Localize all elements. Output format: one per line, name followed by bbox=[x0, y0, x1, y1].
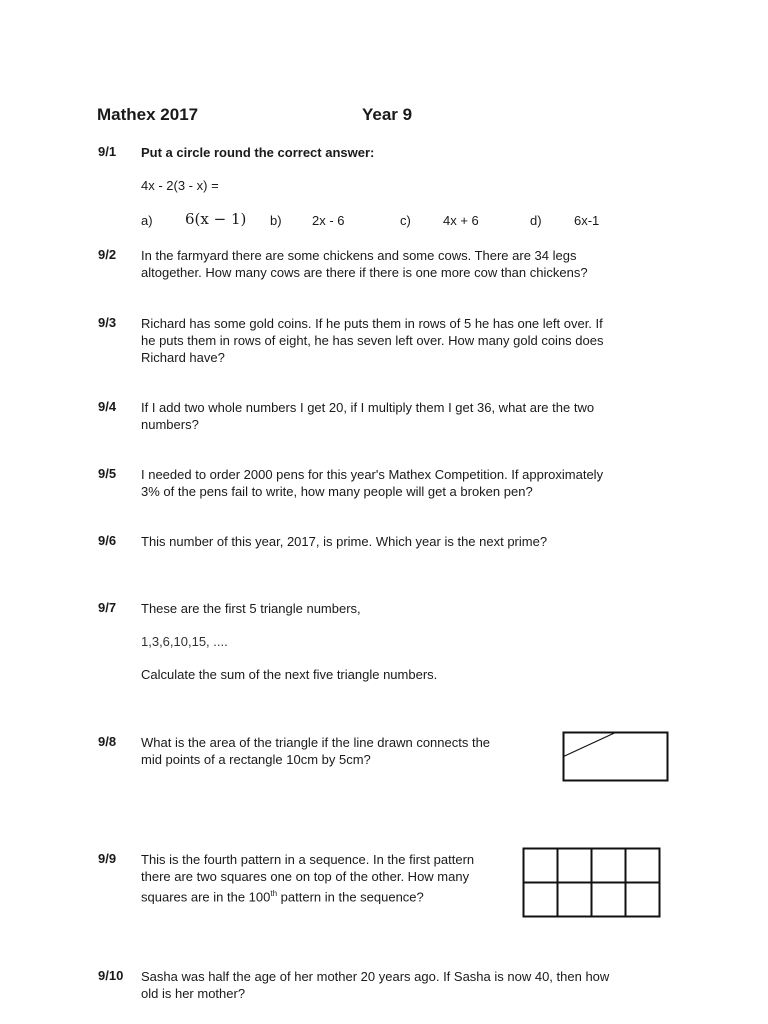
pattern-square bbox=[524, 849, 558, 883]
pattern-square bbox=[592, 849, 626, 883]
question-line: This is the fourth pattern in a sequence. In the first pattern bbox=[141, 852, 475, 867]
question-text bbox=[141, 734, 541, 768]
question-text: Put a circle round the correct answer: bbox=[141, 145, 375, 160]
rectangle-outline bbox=[564, 733, 668, 781]
pattern-square bbox=[524, 883, 558, 917]
question-text bbox=[141, 466, 681, 500]
question-line: In the farmyard there are some chickens and some cows. There are 34 legs bbox=[141, 248, 577, 263]
option-letter: a) bbox=[141, 213, 153, 228]
option-value: 6x-1 bbox=[574, 213, 600, 228]
question-number: 9/2 bbox=[98, 247, 117, 262]
question-line: there are two squares one on top of the other. How many bbox=[141, 869, 470, 884]
question-number: 9/1 bbox=[98, 144, 117, 159]
question-number: 9/6 bbox=[98, 533, 117, 548]
question-line: mid points of a rectangle 10cm by 5cm? bbox=[141, 752, 371, 767]
pattern-square bbox=[626, 883, 660, 917]
question-number: 9/10 bbox=[98, 968, 124, 983]
question-text: These are the first 5 triangle numbers, bbox=[141, 601, 361, 616]
year-label: Year 9 bbox=[362, 105, 413, 124]
pattern-square bbox=[558, 883, 592, 917]
question-number: 9/7 bbox=[98, 600, 117, 615]
option-value: 2x - 6 bbox=[312, 213, 345, 228]
question-number: 9/5 bbox=[98, 466, 117, 481]
pattern-square bbox=[592, 883, 626, 917]
page-title: Mathex 2017 bbox=[97, 105, 199, 124]
question-line: What is the area of the triangle if the line drawn connects the bbox=[141, 735, 491, 750]
question-line: Sasha was half the age of her mother 20 years ago. If Sasha is now 40, then how bbox=[141, 969, 610, 984]
question-number: 9/8 bbox=[98, 734, 117, 749]
question-line bbox=[141, 885, 521, 905]
question-line: If I add two whole numbers I get 20, if I multiply them I get 36, what are the two bbox=[141, 400, 595, 415]
option-letter: b) bbox=[270, 213, 282, 228]
midpoint-line bbox=[564, 733, 616, 757]
question-line: Richard have? bbox=[141, 350, 225, 365]
question-text bbox=[141, 399, 681, 433]
question-text bbox=[141, 247, 681, 281]
pattern-square bbox=[558, 849, 592, 883]
question-line: I needed to order 2000 pens for this year's Mathex Competition. If approximately bbox=[141, 467, 604, 482]
question-line: old is her mother? bbox=[141, 986, 246, 1001]
option-value: 4x + 6 bbox=[443, 213, 479, 228]
question-line: numbers? bbox=[141, 417, 199, 432]
question-number: 9/9 bbox=[98, 851, 117, 866]
ordinal-suffix: th bbox=[270, 889, 278, 898]
question-line: 3% of the pens fail to write, how many people will get a broken pen? bbox=[141, 484, 533, 499]
question-text: Calculate the sum of the next five triangle numbers. bbox=[141, 667, 438, 682]
option-letter: d) bbox=[530, 213, 542, 228]
question-line: altogether. How many cows are there if there is one more cow than chickens? bbox=[141, 265, 588, 280]
pattern-square bbox=[626, 849, 660, 883]
question-line: he puts them in rows of eight, he has seven left over. How many gold coins does bbox=[141, 333, 604, 348]
question-text bbox=[141, 315, 681, 366]
option-value: 6(x − 1) bbox=[185, 210, 247, 228]
option-letter: c) bbox=[400, 213, 411, 228]
question-line: Richard has some gold coins. If he puts them in rows of 5 he has one left over. If bbox=[141, 316, 603, 331]
question-line-start: squares are in the 100 bbox=[141, 889, 271, 905]
question-number: 9/3 bbox=[98, 315, 117, 330]
question-text: This number of this year, 2017, is prime. Which year is the next prime? bbox=[141, 534, 548, 549]
question-line-end: pattern in the sequence? bbox=[277, 889, 424, 905]
question-text bbox=[141, 851, 521, 905]
question-number: 9/4 bbox=[98, 399, 117, 414]
sequence-text: 1,3,6,10,15, .... bbox=[141, 634, 228, 649]
rectangle-triangle-diagram bbox=[562, 731, 670, 783]
square-pattern-diagram bbox=[522, 847, 664, 919]
question-expression: 4x - 2(3 - x) = bbox=[141, 178, 219, 193]
question-text bbox=[141, 968, 681, 1002]
